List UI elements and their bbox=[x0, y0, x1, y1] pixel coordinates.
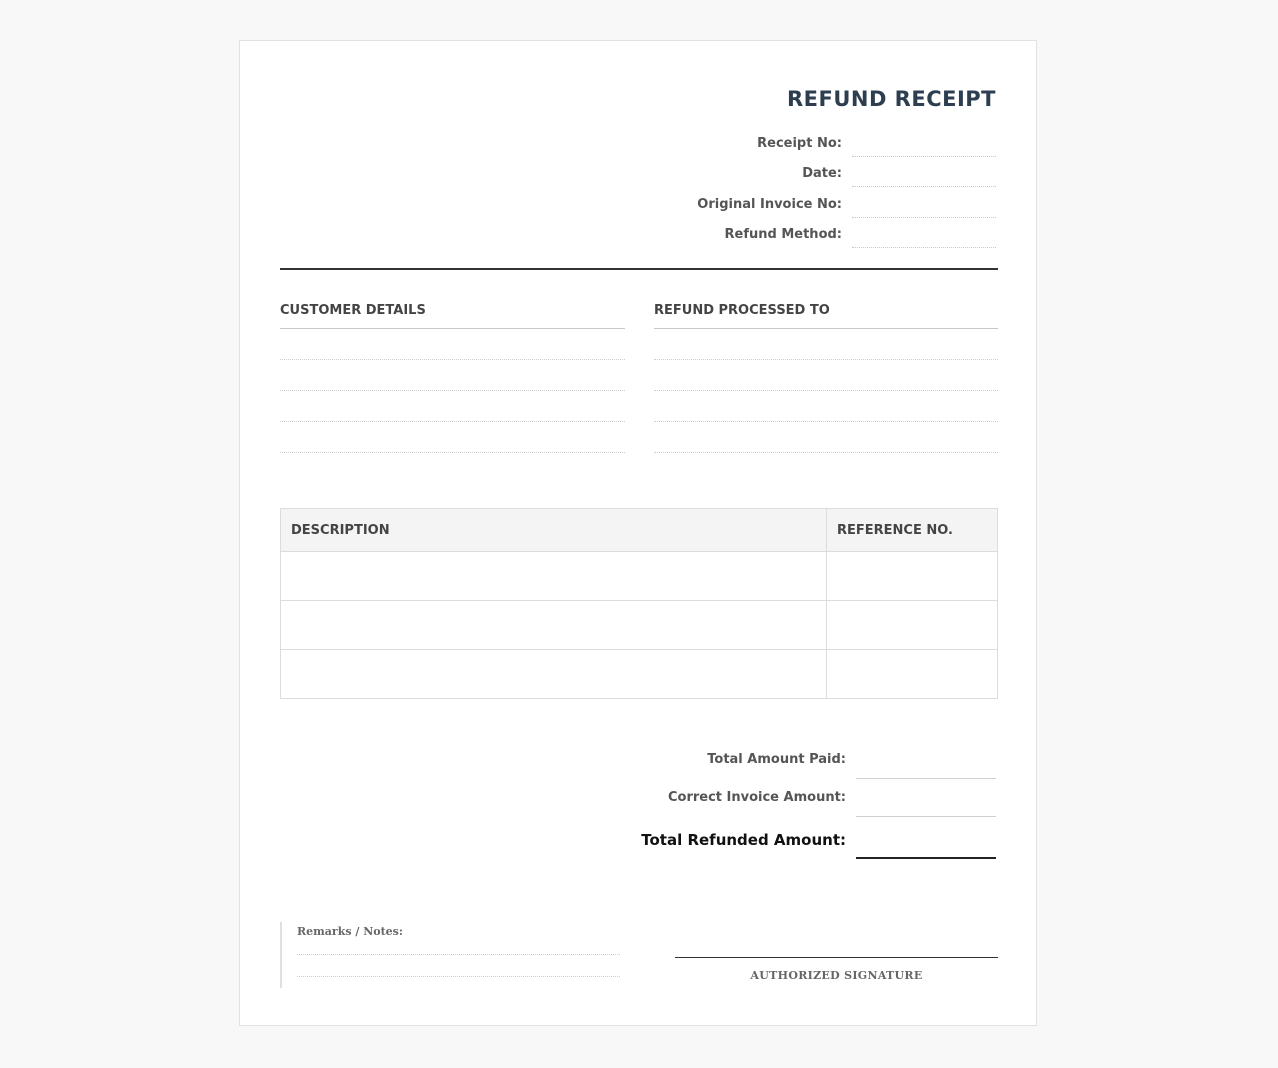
correct-invoice-label: Correct Invoice Amount: bbox=[667, 790, 846, 805]
original-invoice-label: Original Invoice No: bbox=[697, 196, 842, 212]
refund-method-label: Refund Method: bbox=[724, 227, 842, 242]
meta-row-receipt-no bbox=[596, 126, 996, 157]
customer-details-section bbox=[280, 303, 625, 453]
processed-to-line[interactable] bbox=[654, 391, 998, 422]
customer-line[interactable] bbox=[280, 360, 625, 391]
table-row bbox=[281, 552, 998, 601]
reference-no-cell[interactable] bbox=[827, 650, 998, 699]
processed-to-line[interactable] bbox=[654, 329, 998, 360]
total-paid-field[interactable] bbox=[856, 741, 996, 779]
total-paid-label: Total Amount Paid: bbox=[707, 752, 846, 767]
processed-to-line[interactable] bbox=[654, 360, 998, 391]
correct-invoice-field[interactable] bbox=[856, 779, 996, 817]
description-column-header: DESCRIPTION bbox=[281, 509, 827, 552]
reference-no-cell[interactable] bbox=[827, 552, 998, 601]
description-cell[interactable] bbox=[281, 601, 827, 650]
reference-no-cell[interactable] bbox=[827, 601, 998, 650]
customer-line[interactable] bbox=[280, 329, 625, 360]
date-label: Date: bbox=[802, 166, 842, 181]
receipt-sheet bbox=[239, 40, 1037, 1026]
total-refunded-field[interactable] bbox=[856, 817, 996, 859]
receipt-no-label: Receipt No: bbox=[757, 135, 842, 151]
correct-invoice-row bbox=[576, 779, 996, 817]
table-header-row bbox=[281, 509, 998, 552]
remarks-label: Remarks / Notes: bbox=[297, 925, 403, 938]
customer-line[interactable] bbox=[280, 422, 625, 453]
original-invoice-field[interactable] bbox=[852, 188, 996, 218]
signature-label: AUTHORIZED SIGNATURE bbox=[750, 969, 923, 982]
total-paid-row bbox=[576, 741, 996, 779]
receipt-meta bbox=[596, 126, 996, 248]
refund-processed-to-heading: REFUND PROCESSED TO bbox=[654, 303, 998, 329]
remarks-section bbox=[280, 922, 620, 988]
meta-row-original-invoice bbox=[596, 187, 996, 218]
total-refunded-row bbox=[576, 817, 996, 859]
date-field[interactable] bbox=[852, 157, 996, 187]
total-refunded-label: Total Refunded Amount: bbox=[641, 831, 846, 849]
items-table bbox=[280, 508, 998, 699]
refund-method-field[interactable] bbox=[852, 218, 996, 248]
table-row bbox=[281, 650, 998, 699]
description-cell[interactable] bbox=[281, 552, 827, 601]
refund-processed-to-section bbox=[654, 303, 998, 453]
customer-line[interactable] bbox=[280, 391, 625, 422]
description-cell[interactable] bbox=[281, 650, 827, 699]
meta-row-refund-method bbox=[596, 218, 996, 249]
page-title: REFUND RECEIPT bbox=[786, 87, 996, 111]
remarks-line[interactable] bbox=[297, 955, 620, 977]
meta-row-date bbox=[596, 157, 996, 188]
reference-no-column-header: REFERENCE NO. bbox=[827, 509, 998, 552]
header-divider bbox=[280, 268, 998, 270]
processed-to-line[interactable] bbox=[654, 422, 998, 453]
table-row bbox=[281, 601, 998, 650]
customer-details-heading: CUSTOMER DETAILS bbox=[280, 303, 625, 329]
receipt-no-field[interactable] bbox=[852, 127, 996, 157]
totals-section bbox=[576, 741, 996, 859]
authorized-signature bbox=[675, 957, 998, 982]
remarks-line[interactable] bbox=[297, 938, 620, 955]
